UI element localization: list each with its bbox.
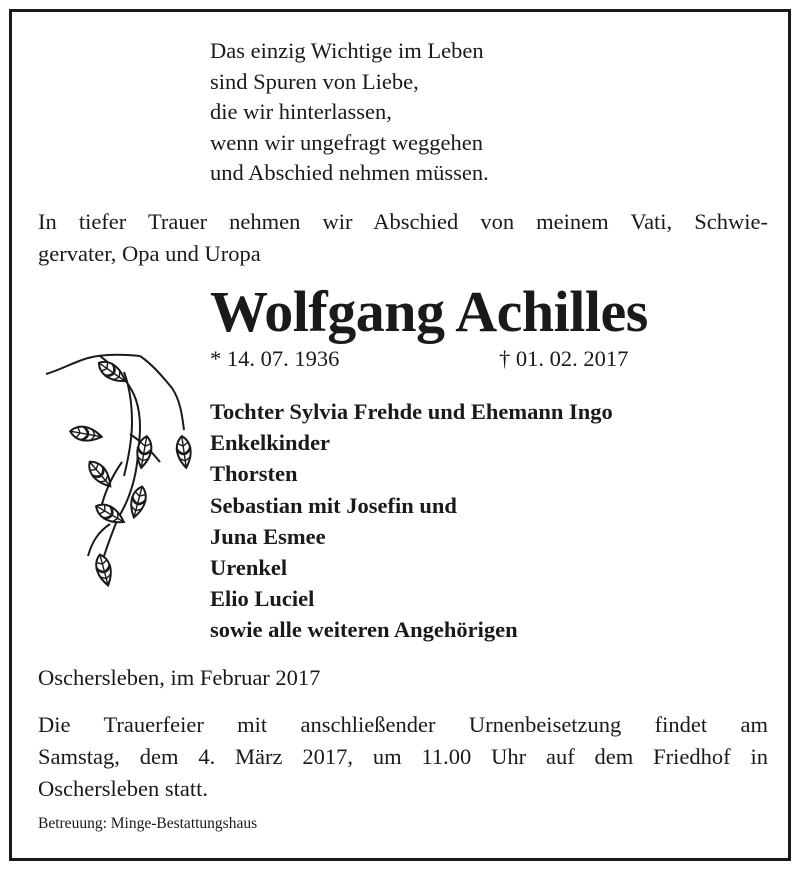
memorial-poem	[210, 36, 489, 189]
obituary-card	[9, 9, 791, 861]
mourner-line: Urenkel	[210, 555, 288, 581]
poem-line: Das einzig Wichtige im Leben	[210, 38, 484, 63]
poem-line: und Abschied nehmen müssen.	[210, 160, 489, 186]
ceremony-line: Oschersleben statt.	[38, 776, 208, 801]
mourner-line: Thorsten	[210, 461, 298, 487]
mourner-line: Enkelkinder	[210, 430, 331, 456]
place-and-date: Oschersleben, im Februar 2017	[38, 665, 321, 690]
mourner-line: sowie alle weiteren Angehörigen	[210, 617, 518, 643]
intro-line: gervater, Opa und Uropa	[38, 241, 261, 266]
mourners-list	[210, 396, 613, 646]
ceremony-line: Die Trauerfeier mit anschließender Urnenbeisetzung findet am	[38, 712, 768, 737]
ceremony-line: Samstag, dem 4. März 2017, um 11.00 Uhr auf dem Friedhof in	[38, 744, 768, 769]
mourner-line: Tochter Sylvia Frehde und Ehemann Ingo	[210, 399, 613, 424]
mourner-line: Juna Esmee	[210, 523, 326, 549]
mourner-line: Sebastian mit Josefin und	[210, 492, 457, 518]
poem-line: die wir hinterlassen,	[210, 99, 392, 125]
death-date: † 01. 02. 2017	[499, 346, 629, 371]
intro-line: In tiefer Trauer nehmen wir Abschied von meinem Vati, Schwie-	[38, 209, 768, 234]
funeral-details	[38, 709, 768, 805]
birth-date: * 14. 07. 1936	[210, 346, 340, 371]
mourner-line: Elio Luciel	[210, 586, 315, 612]
deceased-name: Wolfgang Achilles	[210, 279, 648, 344]
poem-line: sind Spuren von Liebe,	[210, 68, 419, 94]
funeral-home-credit: Betreuung: Minge-Bestattungshaus	[38, 815, 258, 832]
poem-line: wenn wir ungefragt weggehen	[210, 129, 484, 155]
announcement-intro	[38, 206, 768, 270]
birch-branch-icon	[40, 342, 206, 592]
